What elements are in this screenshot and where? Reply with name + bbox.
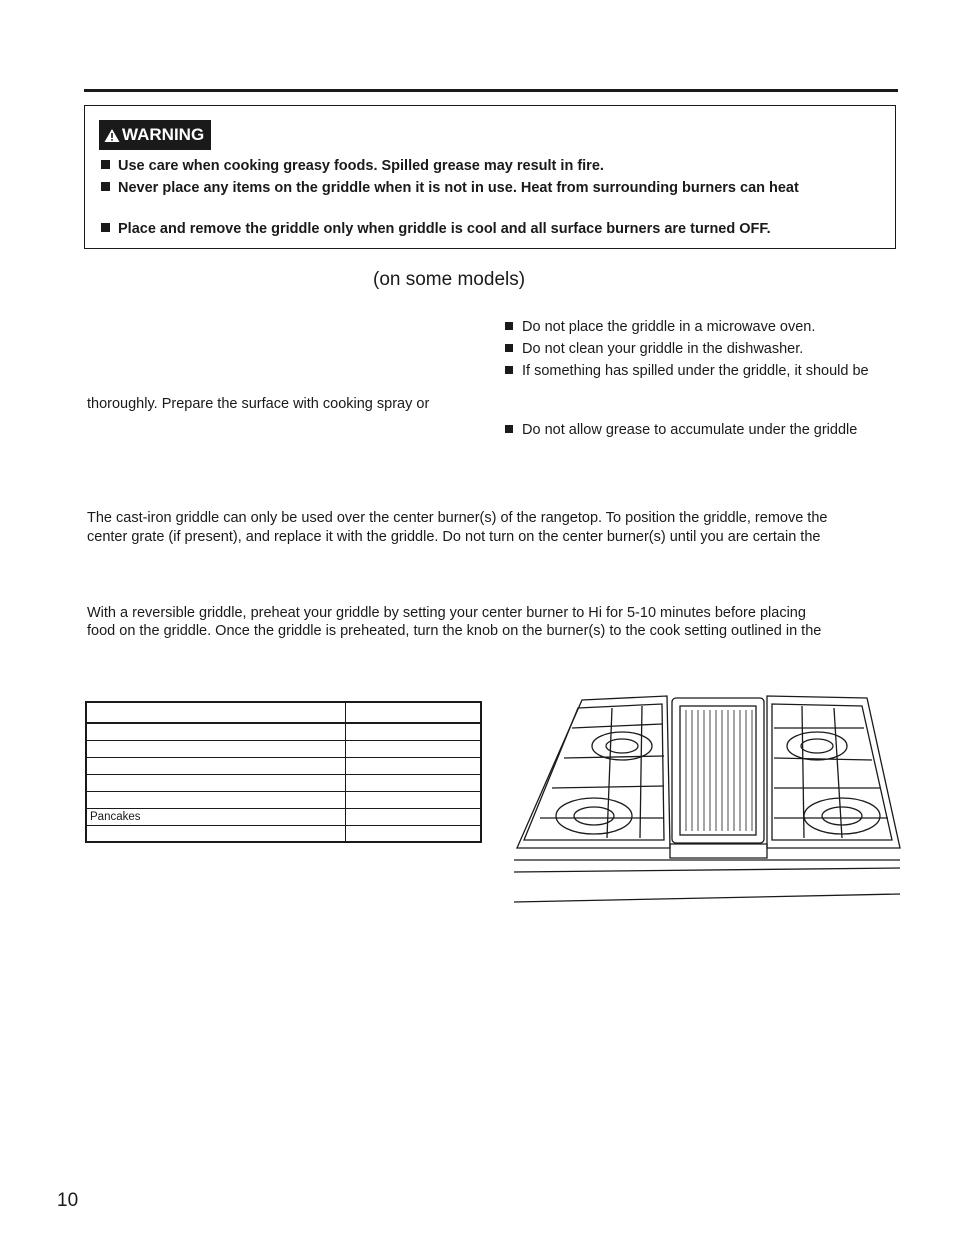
warning-badge bbox=[99, 120, 211, 150]
food-cell bbox=[86, 774, 345, 791]
setting-cell bbox=[345, 808, 481, 825]
bullet-square-icon bbox=[505, 322, 513, 330]
table-row bbox=[86, 808, 481, 825]
food-cell bbox=[86, 740, 345, 757]
bullet-square-icon bbox=[505, 344, 513, 352]
food-cell bbox=[86, 723, 345, 740]
warning-item: Place and remove the griddle only when griddle is cool and all surface burners are turned OFF. bbox=[101, 221, 771, 237]
preheat-line: With a reversible griddle, preheat your griddle by setting your center burner to Hi for 5-10 minutes before placing bbox=[87, 605, 806, 621]
food-cell bbox=[86, 757, 345, 774]
bullet-square-icon bbox=[101, 182, 110, 191]
setting-cell bbox=[345, 774, 481, 791]
food-cell: Pancakes bbox=[86, 808, 345, 825]
warning-triangle-icon bbox=[104, 128, 120, 143]
bullet-square-icon bbox=[101, 160, 110, 169]
table-row bbox=[86, 774, 481, 791]
food-cell bbox=[86, 702, 345, 723]
section-subtitle: (on some models) bbox=[373, 269, 526, 290]
setting-cell bbox=[345, 702, 481, 723]
warning-item: Use care when cooking greasy foods. Spilled grease may result in fire. bbox=[101, 158, 604, 174]
care-text-fragment: thoroughly. Prepare the surface with cooking spray or bbox=[87, 396, 430, 412]
bullet-square-icon bbox=[101, 223, 110, 232]
table-row bbox=[86, 723, 481, 740]
positioning-line: center grate (if present), and replace it with the griddle. Do not turn on the center burner(s) until you are certain the bbox=[87, 529, 821, 545]
food-cell bbox=[86, 791, 345, 808]
cooking-temperature-table bbox=[85, 701, 482, 843]
food-cell bbox=[86, 825, 345, 842]
care-bullet: Do not clean your griddle in the dishwasher. bbox=[505, 341, 803, 357]
setting-cell bbox=[345, 740, 481, 757]
setting-cell bbox=[345, 757, 481, 774]
top-rule bbox=[84, 89, 898, 92]
table-row bbox=[86, 702, 481, 723]
table-row bbox=[86, 740, 481, 757]
preheat-line: food on the griddle. Once the griddle is preheated, turn the knob on the burner(s) to the cook setting outlined in the bbox=[87, 623, 822, 639]
table-row bbox=[86, 757, 481, 774]
positioning-line: The cast-iron griddle can only be used over the center burner(s) of the rangetop. To position the griddle, remove the bbox=[87, 510, 828, 526]
bullet-square-icon bbox=[505, 425, 513, 433]
bullet-square-icon bbox=[505, 366, 513, 374]
care-bullet: Do not place the griddle in a microwave oven. bbox=[505, 319, 815, 335]
setting-cell bbox=[345, 723, 481, 740]
page-number: 10 bbox=[57, 1190, 79, 1211]
warning-item: Never place any items on the griddle when it is not in use. Heat from surrounding burners can heat bbox=[101, 180, 799, 196]
table-row bbox=[86, 791, 481, 808]
setting-cell bbox=[345, 791, 481, 808]
care-bullet: Do not allow grease to accumulate under the griddle bbox=[505, 422, 857, 438]
warning-label: WARNING bbox=[122, 125, 205, 144]
care-bullet: If something has spilled under the griddle, it should be bbox=[505, 363, 869, 379]
setting-cell bbox=[345, 825, 481, 842]
warning-box bbox=[84, 105, 896, 249]
griddle-on-rangetop-illustration bbox=[512, 688, 902, 908]
table-row bbox=[86, 825, 481, 842]
